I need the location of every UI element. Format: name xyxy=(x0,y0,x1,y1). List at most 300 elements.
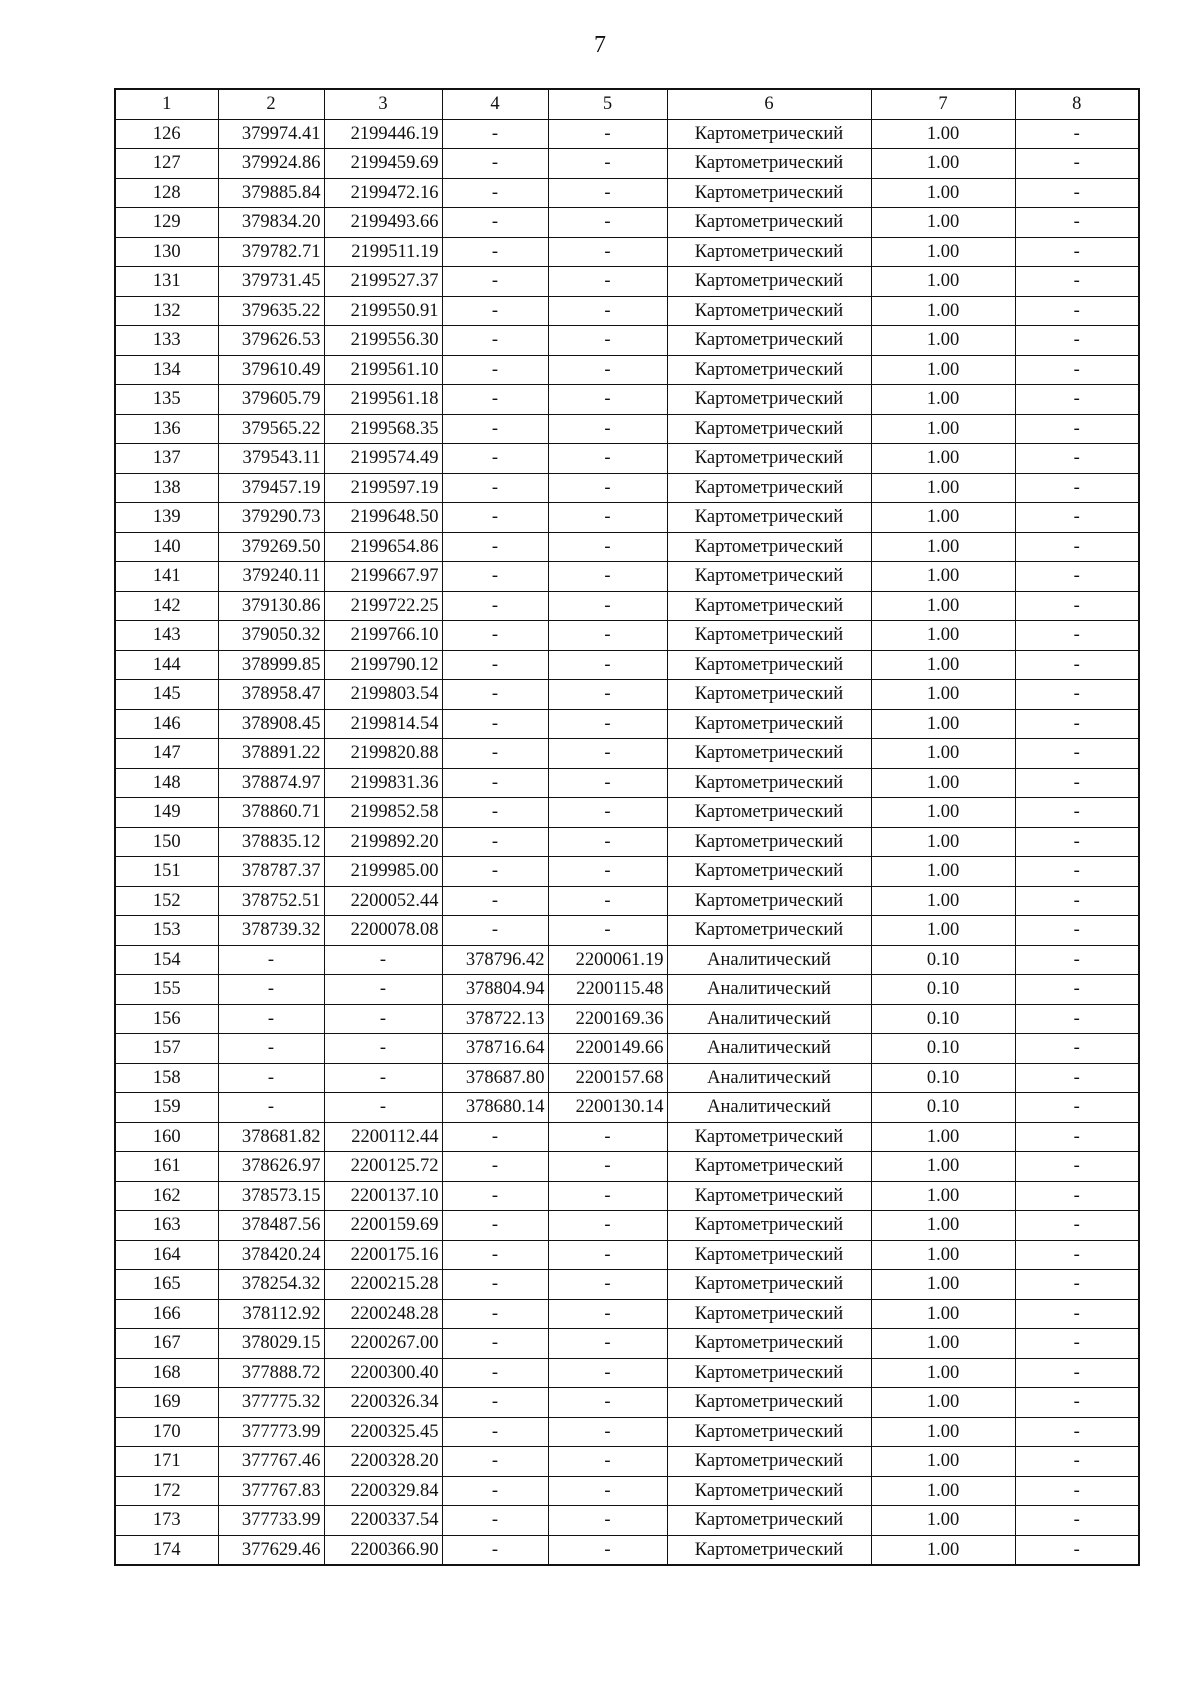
accuracy-cell: 0.10 xyxy=(871,975,1015,1005)
note-cell: - xyxy=(1015,1122,1139,1152)
y-new-cell: - xyxy=(548,267,667,297)
note-cell: - xyxy=(1015,739,1139,769)
x-coordinate-cell: 378891.22 xyxy=(218,739,324,769)
y-coordinate-cell: 2199550.91 xyxy=(324,296,442,326)
y-coordinate-cell: 2199852.58 xyxy=(324,798,442,828)
point-number-cell: 160 xyxy=(115,1122,218,1152)
note-cell: - xyxy=(1015,1476,1139,1506)
y-coordinate-cell: 2199459.69 xyxy=(324,149,442,179)
accuracy-cell: 1.00 xyxy=(871,621,1015,651)
method-cell: Картометрический xyxy=(667,1476,871,1506)
x-new-cell: - xyxy=(442,1447,548,1477)
point-number-cell: 174 xyxy=(115,1535,218,1565)
table-row xyxy=(115,621,1139,651)
x-new-cell: - xyxy=(442,1181,548,1211)
accuracy-cell: 1.00 xyxy=(871,119,1015,149)
x-coordinate-cell: 379782.71 xyxy=(218,237,324,267)
y-coordinate-cell: 2199597.19 xyxy=(324,473,442,503)
column-header: 3 xyxy=(324,89,442,119)
point-number-cell: 151 xyxy=(115,857,218,887)
y-coordinate-cell: 2199511.19 xyxy=(324,237,442,267)
x-coordinate-cell: 379565.22 xyxy=(218,414,324,444)
y-new-cell: - xyxy=(548,1417,667,1447)
y-new-cell: - xyxy=(548,739,667,769)
table-row xyxy=(115,385,1139,415)
x-coordinate-cell: 379130.86 xyxy=(218,591,324,621)
y-coordinate-cell: 2200112.44 xyxy=(324,1122,442,1152)
accuracy-cell: 1.00 xyxy=(871,444,1015,474)
accuracy-cell: 1.00 xyxy=(871,1535,1015,1565)
x-coordinate-cell: 378573.15 xyxy=(218,1181,324,1211)
note-cell: - xyxy=(1015,1535,1139,1565)
x-new-cell: - xyxy=(442,1388,548,1418)
y-new-cell: - xyxy=(548,591,667,621)
note-cell: - xyxy=(1015,503,1139,533)
x-coordinate-cell: 379543.11 xyxy=(218,444,324,474)
accuracy-cell: 1.00 xyxy=(871,208,1015,238)
y-coordinate-cell: 2199472.16 xyxy=(324,178,442,208)
y-coordinate-cell: 2199574.49 xyxy=(324,444,442,474)
table-row xyxy=(115,798,1139,828)
x-coordinate-cell: 377767.46 xyxy=(218,1447,324,1477)
y-new-cell: - xyxy=(548,1122,667,1152)
method-cell: Картометрический xyxy=(667,1329,871,1359)
y-coordinate-cell: 2199527.37 xyxy=(324,267,442,297)
y-new-cell: 2200157.68 xyxy=(548,1063,667,1093)
accuracy-cell: 1.00 xyxy=(871,827,1015,857)
x-new-cell: - xyxy=(442,1535,548,1565)
accuracy-cell: 1.00 xyxy=(871,680,1015,710)
point-number-cell: 171 xyxy=(115,1447,218,1477)
x-coordinate-cell: - xyxy=(218,1063,324,1093)
note-cell: - xyxy=(1015,149,1139,179)
method-cell: Картометрический xyxy=(667,532,871,562)
table-row xyxy=(115,1152,1139,1182)
accuracy-cell: 1.00 xyxy=(871,385,1015,415)
table-row xyxy=(115,1034,1139,1064)
y-coordinate-cell: 2199561.18 xyxy=(324,385,442,415)
table-row xyxy=(115,1211,1139,1241)
note-cell: - xyxy=(1015,1240,1139,1270)
coordinates-table xyxy=(114,88,1140,1566)
x-new-cell: - xyxy=(442,680,548,710)
x-new-cell: - xyxy=(442,296,548,326)
x-coordinate-cell: 377773.99 xyxy=(218,1417,324,1447)
y-new-cell: - xyxy=(548,1299,667,1329)
accuracy-cell: 1.00 xyxy=(871,355,1015,385)
y-new-cell: - xyxy=(548,178,667,208)
x-coordinate-cell: 379924.86 xyxy=(218,149,324,179)
table-row xyxy=(115,1299,1139,1329)
x-coordinate-cell: 379290.73 xyxy=(218,503,324,533)
table-row xyxy=(115,149,1139,179)
y-new-cell: - xyxy=(548,1506,667,1536)
table-row xyxy=(115,1270,1139,1300)
note-cell: - xyxy=(1015,1270,1139,1300)
y-new-cell: - xyxy=(548,385,667,415)
x-coordinate-cell: 378420.24 xyxy=(218,1240,324,1270)
point-number-cell: 162 xyxy=(115,1181,218,1211)
y-new-cell: 2200061.19 xyxy=(548,945,667,975)
x-new-cell: - xyxy=(442,326,548,356)
x-coordinate-cell: 379269.50 xyxy=(218,532,324,562)
method-cell: Аналитический xyxy=(667,1093,871,1123)
y-coordinate-cell: - xyxy=(324,1004,442,1034)
point-number-cell: 166 xyxy=(115,1299,218,1329)
method-cell: Картометрический xyxy=(667,1240,871,1270)
accuracy-cell: 1.00 xyxy=(871,916,1015,946)
table-row xyxy=(115,709,1139,739)
y-coordinate-cell: 2200366.90 xyxy=(324,1535,442,1565)
point-number-cell: 170 xyxy=(115,1417,218,1447)
note-cell: - xyxy=(1015,650,1139,680)
x-new-cell: - xyxy=(442,119,548,149)
y-coordinate-cell: 2199556.30 xyxy=(324,326,442,356)
note-cell: - xyxy=(1015,414,1139,444)
accuracy-cell: 1.00 xyxy=(871,414,1015,444)
x-new-cell: - xyxy=(442,650,548,680)
x-new-cell: 378722.13 xyxy=(442,1004,548,1034)
x-new-cell: 378716.64 xyxy=(442,1034,548,1064)
x-coordinate-cell: - xyxy=(218,975,324,1005)
point-number-cell: 134 xyxy=(115,355,218,385)
point-number-cell: 128 xyxy=(115,178,218,208)
point-number-cell: 147 xyxy=(115,739,218,769)
note-cell: - xyxy=(1015,945,1139,975)
table-row xyxy=(115,739,1139,769)
point-number-cell: 145 xyxy=(115,680,218,710)
point-number-cell: 158 xyxy=(115,1063,218,1093)
point-number-cell: 172 xyxy=(115,1476,218,1506)
x-new-cell: - xyxy=(442,503,548,533)
table-row xyxy=(115,975,1139,1005)
point-number-cell: 153 xyxy=(115,916,218,946)
method-cell: Картометрический xyxy=(667,857,871,887)
point-number-cell: 138 xyxy=(115,473,218,503)
x-new-cell: - xyxy=(442,414,548,444)
method-cell: Аналитический xyxy=(667,1034,871,1064)
method-cell: Картометрический xyxy=(667,739,871,769)
y-coordinate-cell: 2199561.10 xyxy=(324,355,442,385)
method-cell: Картометрический xyxy=(667,798,871,828)
table-row xyxy=(115,1535,1139,1565)
note-cell: - xyxy=(1015,326,1139,356)
note-cell: - xyxy=(1015,1447,1139,1477)
method-cell: Картометрический xyxy=(667,503,871,533)
accuracy-cell: 1.00 xyxy=(871,503,1015,533)
y-new-cell: - xyxy=(548,149,667,179)
x-coordinate-cell: 378752.51 xyxy=(218,886,324,916)
note-cell: - xyxy=(1015,385,1139,415)
method-cell: Картометрический xyxy=(667,1211,871,1241)
method-cell: Картометрический xyxy=(667,650,871,680)
note-cell: - xyxy=(1015,916,1139,946)
accuracy-cell: 1.00 xyxy=(871,1388,1015,1418)
accuracy-cell: 1.00 xyxy=(871,1447,1015,1477)
accuracy-cell: 1.00 xyxy=(871,1476,1015,1506)
note-cell: - xyxy=(1015,768,1139,798)
x-coordinate-cell: 377775.32 xyxy=(218,1388,324,1418)
x-new-cell: - xyxy=(442,532,548,562)
method-cell: Картометрический xyxy=(667,1417,871,1447)
y-coordinate-cell: 2200159.69 xyxy=(324,1211,442,1241)
y-coordinate-cell: - xyxy=(324,1034,442,1064)
x-new-cell: - xyxy=(442,149,548,179)
method-cell: Картометрический xyxy=(667,296,871,326)
accuracy-cell: 1.00 xyxy=(871,857,1015,887)
point-number-cell: 159 xyxy=(115,1093,218,1123)
y-new-cell: - xyxy=(548,709,667,739)
table-row xyxy=(115,532,1139,562)
x-new-cell: - xyxy=(442,1358,548,1388)
y-coordinate-cell: 2200300.40 xyxy=(324,1358,442,1388)
note-cell: - xyxy=(1015,267,1139,297)
x-coordinate-cell: 379240.11 xyxy=(218,562,324,592)
table-header xyxy=(115,89,1139,119)
header-row xyxy=(115,89,1139,119)
method-cell: Картометрический xyxy=(667,119,871,149)
x-new-cell: - xyxy=(442,1417,548,1447)
note-cell: - xyxy=(1015,473,1139,503)
x-new-cell: - xyxy=(442,473,548,503)
table-row xyxy=(115,1240,1139,1270)
y-new-cell: - xyxy=(548,1240,667,1270)
y-new-cell: - xyxy=(548,857,667,887)
x-new-cell: - xyxy=(442,916,548,946)
table-row xyxy=(115,591,1139,621)
y-coordinate-cell: - xyxy=(324,1093,442,1123)
method-cell: Картометрический xyxy=(667,1270,871,1300)
point-number-cell: 133 xyxy=(115,326,218,356)
y-new-cell: - xyxy=(548,1447,667,1477)
method-cell: Картометрический xyxy=(667,886,871,916)
y-coordinate-cell: 2200326.34 xyxy=(324,1388,442,1418)
y-new-cell: - xyxy=(548,532,667,562)
y-coordinate-cell: 2200078.08 xyxy=(324,916,442,946)
x-new-cell: - xyxy=(442,739,548,769)
table-row xyxy=(115,827,1139,857)
note-cell: - xyxy=(1015,444,1139,474)
point-number-cell: 164 xyxy=(115,1240,218,1270)
point-number-cell: 129 xyxy=(115,208,218,238)
accuracy-cell: 1.00 xyxy=(871,1506,1015,1536)
y-new-cell: - xyxy=(548,444,667,474)
table-row xyxy=(115,1417,1139,1447)
method-cell: Аналитический xyxy=(667,1004,871,1034)
accuracy-cell: 1.00 xyxy=(871,1270,1015,1300)
accuracy-cell: 1.00 xyxy=(871,237,1015,267)
accuracy-cell: 1.00 xyxy=(871,532,1015,562)
x-coordinate-cell: 378958.47 xyxy=(218,680,324,710)
x-coordinate-cell: 379974.41 xyxy=(218,119,324,149)
accuracy-cell: 0.10 xyxy=(871,1004,1015,1034)
y-new-cell: - xyxy=(548,119,667,149)
point-number-cell: 143 xyxy=(115,621,218,651)
x-coordinate-cell: - xyxy=(218,1093,324,1123)
table-row xyxy=(115,945,1139,975)
x-coordinate-cell: 379457.19 xyxy=(218,473,324,503)
table-row xyxy=(115,267,1139,297)
x-new-cell: - xyxy=(442,208,548,238)
note-cell: - xyxy=(1015,355,1139,385)
table-row xyxy=(115,1358,1139,1388)
y-new-cell: - xyxy=(548,355,667,385)
y-coordinate-cell: 2199803.54 xyxy=(324,680,442,710)
note-cell: - xyxy=(1015,237,1139,267)
method-cell: Картометрический xyxy=(667,1122,871,1152)
x-coordinate-cell: 379731.45 xyxy=(218,267,324,297)
x-new-cell: - xyxy=(442,355,548,385)
table-row xyxy=(115,1476,1139,1506)
point-number-cell: 139 xyxy=(115,503,218,533)
y-new-cell: - xyxy=(548,1211,667,1241)
y-new-cell: - xyxy=(548,1535,667,1565)
table-row xyxy=(115,414,1139,444)
table-row xyxy=(115,1063,1139,1093)
accuracy-cell: 1.00 xyxy=(871,178,1015,208)
point-number-cell: 146 xyxy=(115,709,218,739)
x-coordinate-cell: 379626.53 xyxy=(218,326,324,356)
y-coordinate-cell: 2199722.25 xyxy=(324,591,442,621)
method-cell: Картометрический xyxy=(667,414,871,444)
table-row xyxy=(115,503,1139,533)
table-body xyxy=(115,119,1139,1565)
x-new-cell: - xyxy=(442,1122,548,1152)
note-cell: - xyxy=(1015,208,1139,238)
method-cell: Картометрический xyxy=(667,680,871,710)
y-new-cell: - xyxy=(548,503,667,533)
point-number-cell: 126 xyxy=(115,119,218,149)
x-new-cell: - xyxy=(442,1152,548,1182)
point-number-cell: 157 xyxy=(115,1034,218,1064)
y-new-cell: - xyxy=(548,326,667,356)
method-cell: Картометрический xyxy=(667,916,871,946)
method-cell: Аналитический xyxy=(667,945,871,975)
note-cell: - xyxy=(1015,1506,1139,1536)
y-coordinate-cell: 2200125.72 xyxy=(324,1152,442,1182)
table-row xyxy=(115,473,1139,503)
table-row xyxy=(115,1388,1139,1418)
accuracy-cell: 1.00 xyxy=(871,296,1015,326)
method-cell: Картометрический xyxy=(667,326,871,356)
accuracy-cell: 1.00 xyxy=(871,1358,1015,1388)
y-coordinate-cell: 2200325.45 xyxy=(324,1417,442,1447)
note-cell: - xyxy=(1015,1063,1139,1093)
x-new-cell: - xyxy=(442,709,548,739)
y-new-cell: - xyxy=(548,562,667,592)
x-new-cell: - xyxy=(442,444,548,474)
x-new-cell: - xyxy=(442,1240,548,1270)
x-coordinate-cell: 379885.84 xyxy=(218,178,324,208)
point-number-cell: 136 xyxy=(115,414,218,444)
accuracy-cell: 1.00 xyxy=(871,709,1015,739)
y-coordinate-cell: - xyxy=(324,1063,442,1093)
note-cell: - xyxy=(1015,178,1139,208)
method-cell: Картометрический xyxy=(667,709,871,739)
y-coordinate-cell: 2200328.20 xyxy=(324,1447,442,1477)
note-cell: - xyxy=(1015,1004,1139,1034)
y-new-cell: - xyxy=(548,237,667,267)
y-coordinate-cell: 2200337.54 xyxy=(324,1506,442,1536)
table-row xyxy=(115,1181,1139,1211)
table-row xyxy=(115,1506,1139,1536)
y-new-cell: 2200149.66 xyxy=(548,1034,667,1064)
x-new-cell: 378687.80 xyxy=(442,1063,548,1093)
note-cell: - xyxy=(1015,532,1139,562)
note-cell: - xyxy=(1015,1181,1139,1211)
point-number-cell: 130 xyxy=(115,237,218,267)
accuracy-cell: 0.10 xyxy=(871,1093,1015,1123)
accuracy-cell: 1.00 xyxy=(871,1329,1015,1359)
accuracy-cell: 1.00 xyxy=(871,1299,1015,1329)
x-new-cell: - xyxy=(442,886,548,916)
y-coordinate-cell: 2199648.50 xyxy=(324,503,442,533)
y-new-cell: - xyxy=(548,916,667,946)
accuracy-cell: 1.00 xyxy=(871,886,1015,916)
y-new-cell: - xyxy=(548,208,667,238)
page-number: 7 xyxy=(594,32,606,58)
method-cell: Картометрический xyxy=(667,1388,871,1418)
y-new-cell: - xyxy=(548,1181,667,1211)
column-header: 7 xyxy=(871,89,1015,119)
y-coordinate-cell: 2199831.36 xyxy=(324,768,442,798)
y-new-cell: - xyxy=(548,768,667,798)
x-coordinate-cell: 379834.20 xyxy=(218,208,324,238)
method-cell: Картометрический xyxy=(667,208,871,238)
method-cell: Картометрический xyxy=(667,267,871,297)
x-new-cell: - xyxy=(442,178,548,208)
x-coordinate-cell: 378999.85 xyxy=(218,650,324,680)
x-coordinate-cell: 378487.56 xyxy=(218,1211,324,1241)
x-new-cell: - xyxy=(442,591,548,621)
table-row xyxy=(115,355,1139,385)
x-coordinate-cell: 379610.49 xyxy=(218,355,324,385)
table-row xyxy=(115,444,1139,474)
note-cell: - xyxy=(1015,119,1139,149)
accuracy-cell: 1.00 xyxy=(871,798,1015,828)
point-number-cell: 148 xyxy=(115,768,218,798)
method-cell: Картометрический xyxy=(667,1447,871,1477)
table-row xyxy=(115,237,1139,267)
accuracy-cell: 1.00 xyxy=(871,326,1015,356)
method-cell: Картометрический xyxy=(667,149,871,179)
x-new-cell: - xyxy=(442,621,548,651)
method-cell: Картометрический xyxy=(667,1181,871,1211)
point-number-cell: 141 xyxy=(115,562,218,592)
point-number-cell: 167 xyxy=(115,1329,218,1359)
y-coordinate-cell: - xyxy=(324,945,442,975)
table-row xyxy=(115,768,1139,798)
point-number-cell: 132 xyxy=(115,296,218,326)
y-new-cell: - xyxy=(548,827,667,857)
table-row xyxy=(115,680,1139,710)
table-row xyxy=(115,208,1139,238)
note-cell: - xyxy=(1015,709,1139,739)
point-number-cell: 156 xyxy=(115,1004,218,1034)
x-coordinate-cell: 378874.97 xyxy=(218,768,324,798)
method-cell: Аналитический xyxy=(667,975,871,1005)
x-new-cell: - xyxy=(442,562,548,592)
x-coordinate-cell: 378739.32 xyxy=(218,916,324,946)
method-cell: Картометрический xyxy=(667,178,871,208)
point-number-cell: 161 xyxy=(115,1152,218,1182)
point-number-cell: 152 xyxy=(115,886,218,916)
note-cell: - xyxy=(1015,1417,1139,1447)
note-cell: - xyxy=(1015,591,1139,621)
accuracy-cell: 1.00 xyxy=(871,473,1015,503)
note-cell: - xyxy=(1015,1152,1139,1182)
y-new-cell: - xyxy=(548,650,667,680)
